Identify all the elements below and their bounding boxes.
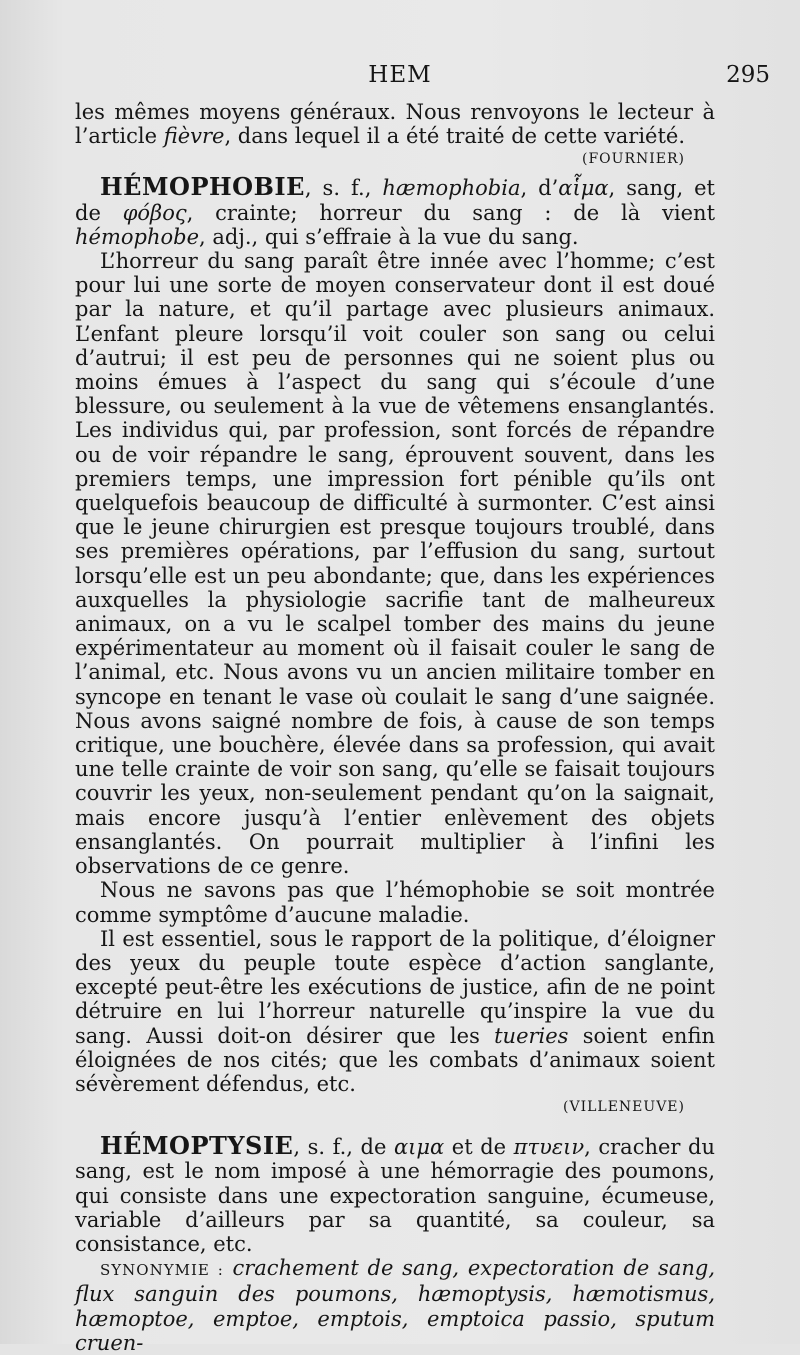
- text-run: les mêmes moyens généraux. Nous renvoyons le lecteur à l’article: [75, 100, 715, 149]
- synonymy-paragraph: [75, 1256, 715, 1355]
- running-head: HEM: [368, 62, 432, 88]
- greek-term: φόβος: [122, 200, 187, 225]
- text-run: , dans lequel il a été traité de cette variété.: [224, 124, 686, 149]
- italic-term: tueries: [494, 1023, 569, 1048]
- text-run: , s. f.,: [304, 176, 383, 201]
- greek-term: αιμα: [393, 1135, 445, 1160]
- text-run: , s. f., de: [293, 1135, 394, 1160]
- synonymy-label: SYNONYMIE :: [100, 1261, 224, 1280]
- text-run: Il est essentiel, sous le rapport de la politique, d’éloigner des yeux du peuple toute espèce d’action sanglante, excepté peut-être les exécutions de justice, afin de ne point détruire en lui l’horreur naturelle qu’inspire la vue du sang. Aussi doit-on désirer que les: [75, 926, 715, 1048]
- italic-term: hémophobe: [75, 224, 199, 249]
- text-run: et de: [444, 1135, 514, 1160]
- page-header: [0, 62, 800, 102]
- headword: HÉMOPHOBIE: [100, 172, 305, 202]
- text-run: , sang, et de: [75, 176, 715, 225]
- page-body: [75, 100, 715, 1355]
- page-number: 295: [726, 62, 770, 88]
- italic-term: fièvre: [163, 124, 225, 149]
- text-run: , crainte; horreur du sang : de là vient: [186, 200, 716, 225]
- paragraph: Nous ne savons pas que l’hémophobie se soit montrée comme symptôme d’aucune maladie.: [75, 878, 715, 927]
- paragraph: [75, 927, 715, 1096]
- continuation-paragraph: [75, 100, 715, 148]
- greek-term: αἷμα: [558, 176, 609, 201]
- synonymy-list: crachement de sang, expectoration de sang, flux sanguin des poumons, hæmoptysis, hæmotismus, hæmoptoe, emptoe, emptois, emptoica passio, sputum cruen-: [75, 1256, 715, 1355]
- text-run: , adj., qui s’effraie à la vue du sang.: [199, 224, 579, 249]
- author-signature: (FOURNIER): [582, 151, 685, 168]
- entry-hemoptysie: [75, 1131, 715, 1256]
- paragraph: L’horreur du sang paraît être innée avec l’homme; c’est pour lui une sorte de moyen conservateur dont il est doué par la nature, et qu’il partage avec plusieurs animaux. L’enfant pleure lorsqu’il voit couler son sang ou celui d’autrui; il est peu de personnes qui ne soient plus ou moins émues à l’aspect du sang qui s’écoule d’une blessure, ou seulement à la vue de vêtemens ensanglantés. Les individus qui, par profession, sont forcés de répandre ou de voir répandre le sang, éprouvent souvent, dans les premiers temps, une impression fort pénible qu’ils ont quelquefois beaucoup de difficulté à surmonter. C’est ainsi que le jeune chirurgien est presque toujours troublé, dans ses premières opérations, par l’effusion du sang, surtout lorsqu’elle est un peu abondante; que, dans les expériences auxquelles la physiologie sacrifie tant de malheureux animaux, on a vu le scalpel tomber des mains du jeune expérimentateur au moment où il faisait couler le sang de l’animal, etc. Nous avons vu un ancien militaire tomber en syncope en tenant le vase où coulait le sang d’une saignée. Nous avons saigné nombre de fois, à cause de son temps critique, une bouchère, élevée dans sa profession, qui avait une telle crainte de voir son sang, qu’elle se faisait toujours couvrir les yeux, non-seulement pendant qu’on la saignait, mais encore jusqu’à l’entier enlèvement des objets ensanglantés. On pourrait multiplier à l’infini les observations de ce genre.: [75, 249, 715, 879]
- author-signature: (VILLENEUVE): [563, 1099, 685, 1116]
- entry-hemophobie: [75, 172, 716, 249]
- text-run: soient enfin éloignées de nos cités; que les combats d’animaux soient sévèrement défendus, etc.: [75, 1023, 715, 1096]
- headword: HÉMOPTYSIE: [100, 1131, 294, 1161]
- latin-term: hæmophobia: [382, 176, 521, 201]
- greek-term: πτυειν: [513, 1135, 585, 1160]
- text-run: , cracher du sang, est le nom imposé à une hémorragie des poumons, qui consiste dans une expectoration sanguine, écumeuse, variable d’ailleurs par sa quantité, sa couleur, sa consistance, etc.: [75, 1135, 715, 1256]
- text-run: , d’: [520, 176, 559, 201]
